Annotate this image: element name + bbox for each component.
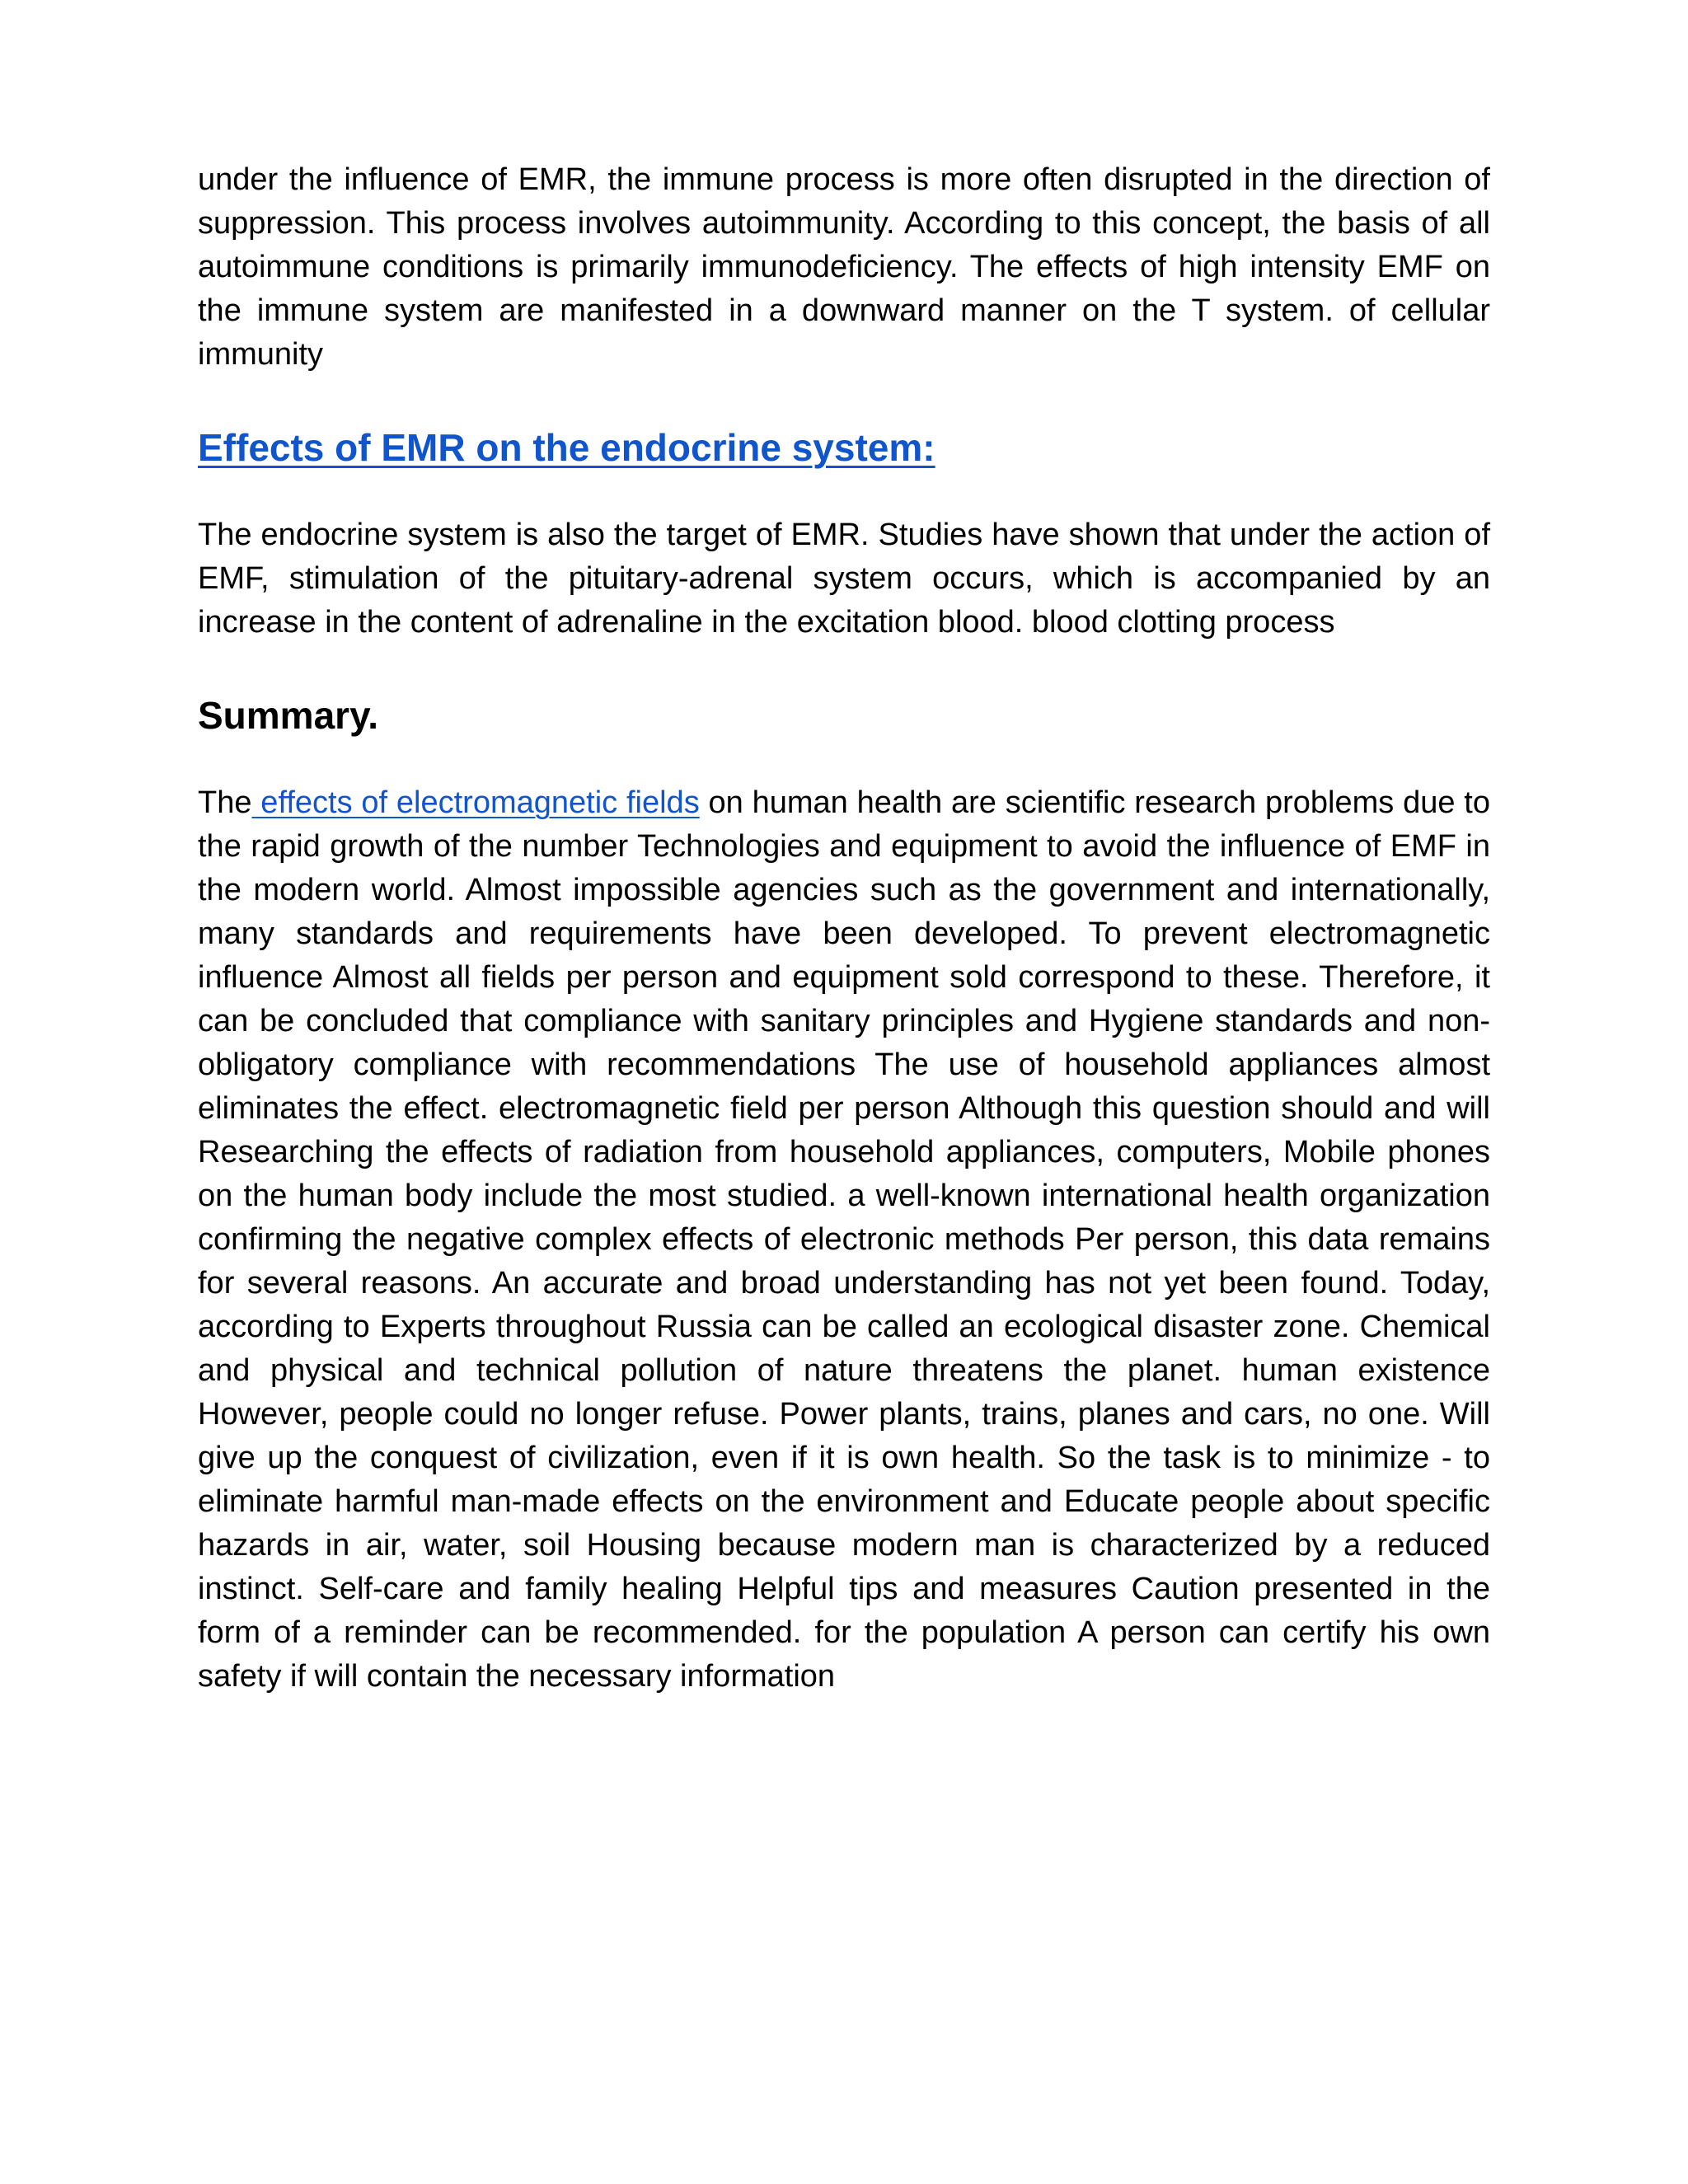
endocrine-heading-link[interactable]: Effects of EMR on the endocrine system: (198, 426, 935, 469)
summary-paragraph-text: on human health are scientific research problems due to the rapid growth of the number Technologies and equipment to avoid the influence of EMF in the modern world. Almost impossible agencies such as the government and internationally, many standards and requirements have been developed. To prevent electromagnetic influence Almost all fields per person and equipment sold correspond to these. Therefore, it can be concluded that compliance with sanitary principles and Hygiene standards and non-obligatory compliance with recommendations The use of household appliances almost eliminates the effect. electromagnetic field per person Although this question should and will Researching the effects of radiation from household appliances, computers, Mobile phones on the human body include the most studied. a well-known international health organization confirming the negative complex effects of electronic methods Per person, this data remains for several reasons. An accurate and broad understanding has not yet been found. Today, according to Experts throughout Russia can be called an ecological disaster zone. Chemical and physical and technical pollution of nature threatens the planet. human existence However, people could no longer refuse. Power plants, trains, planes and cars, no one. Will give up the conquest of civilization, even if it is own health. So the task is to minimize - to eliminate harmful man-made effects on the environment and Educate people about specific hazards in air, water, soil Housing because modern man is characterized by a reduced instinct. Self-care and family healing Helpful tips and measures Caution presented in the form of a reminder can be recommended. for the population A person can certify his own safety if will contain the necessary information (198, 785, 1490, 1694)
intro-paragraph: under the influence of EMR, the immune process is more often disrupted in the direction of suppression. This process involves autoimmunity. According to this concept, the basis of all autoimmune conditions is primarily immunodeficiency. The effects of high intensity EMF on the immune system are manifested in a downward manner on the T system. of cellular immunity (198, 162, 1490, 372)
summary-heading: Summary. (198, 694, 379, 737)
summary-paragraph (198, 781, 1490, 1699)
emf-effects-link[interactable]: effects of electromagnetic fields (251, 785, 700, 820)
document-page (198, 158, 1490, 1699)
endocrine-paragraph: The endocrine system is also the target of EMR. Studies have shown that under the action of EMF, stimulation of the pituitary-adrenal system occurs, which is accompanied by an increase in the content of adrenaline in the excitation blood. blood clotting process (198, 518, 1490, 640)
summary-lead-word: The (198, 785, 252, 820)
